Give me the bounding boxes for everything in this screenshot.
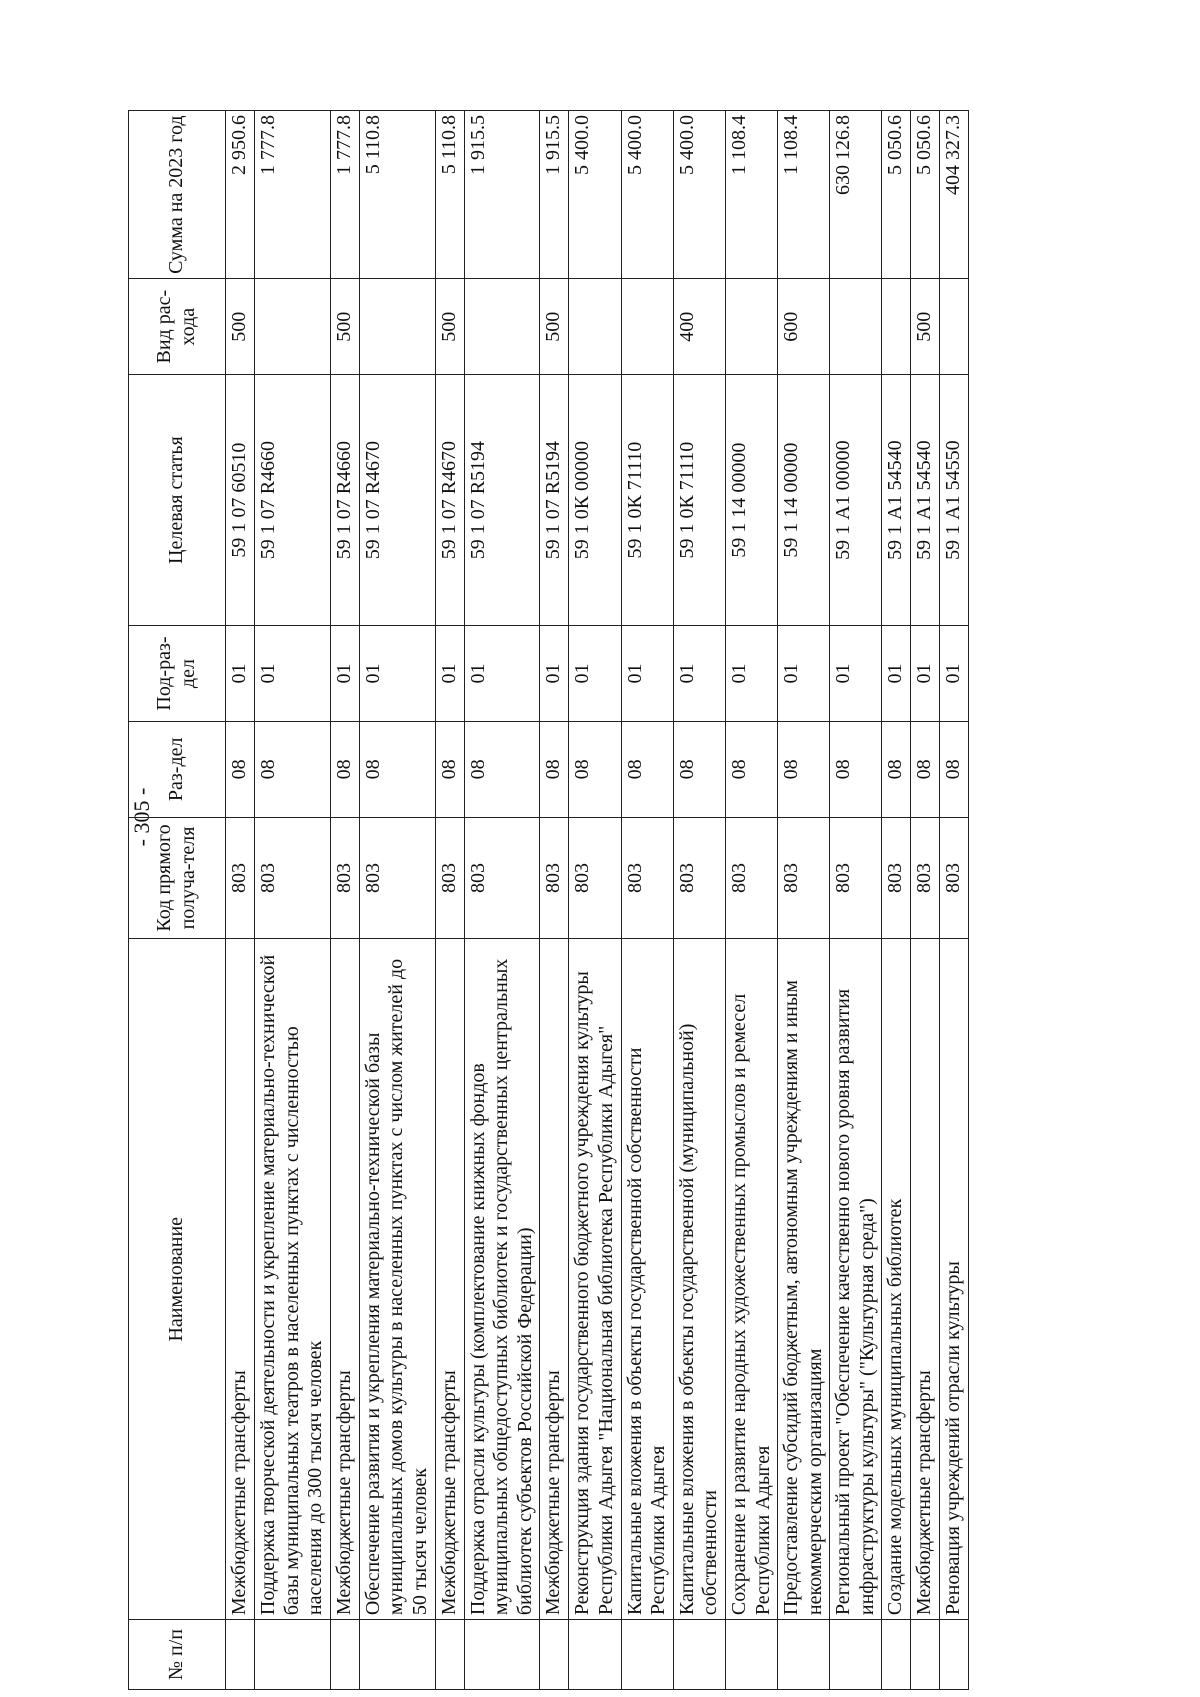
cell-amount: 1 108.4: [725, 111, 777, 279]
cell-target: 59 1 14 00000: [778, 375, 830, 626]
cell-target: 59 1 А1 54540: [911, 375, 940, 626]
cell-amount: 404 327.3: [940, 111, 969, 279]
table-row: [464, 111, 540, 1690]
cell-subsection: 01: [464, 626, 540, 722]
cell-target: 59 1 А1 54550: [940, 375, 969, 626]
cell-amount: 5 400.0: [569, 111, 621, 279]
cell-expense-type: 500: [911, 279, 940, 375]
cell-expense-type: [940, 279, 969, 375]
table-row: [673, 111, 725, 1690]
cell-section: 08: [778, 721, 830, 817]
cell-recipient: 803: [673, 817, 725, 939]
cell-recipient: 803: [621, 817, 673, 939]
cell-section: 08: [673, 721, 725, 817]
cell-subsection: 01: [940, 626, 969, 722]
cell-section: 08: [435, 721, 464, 817]
cell-section: 08: [830, 721, 882, 817]
cell-name: Предоставление субсидий бюджетным, автономным учреждениям и иным некоммерческим организациям: [778, 939, 830, 1620]
cell-name: Региональный проект "Обеспечение качественно нового уровня развития инфраструктуры культуры" ("Культурная среда"): [830, 939, 882, 1620]
table-row: [255, 111, 331, 1690]
table-row: [540, 111, 569, 1690]
cell-target: 59 1 07 R4670: [359, 375, 435, 626]
cell-recipient: 803: [830, 817, 882, 939]
cell-subsection: 01: [911, 626, 940, 722]
cell-recipient: 803: [569, 817, 621, 939]
cell-subsection: 01: [725, 626, 777, 722]
cell-amount: 1 915.5: [540, 111, 569, 279]
cell-num: [435, 1620, 464, 1690]
cell-section: 08: [226, 721, 255, 817]
cell-num: [464, 1620, 540, 1690]
cell-recipient: 803: [464, 817, 540, 939]
cell-name: Межбюджетные трансферты: [226, 939, 255, 1620]
cell-name: Реновация учреждений отрасли культуры: [940, 939, 969, 1620]
cell-recipient: 803: [255, 817, 331, 939]
cell-subsection: 01: [882, 626, 911, 722]
cell-num: [911, 1620, 940, 1690]
cell-target: 59 1 07 R5194: [464, 375, 540, 626]
cell-target: 59 1 А1 54540: [882, 375, 911, 626]
cell-amount: 1 777.8: [255, 111, 331, 279]
cell-expense-type: [621, 279, 673, 375]
cell-section: 08: [540, 721, 569, 817]
cell-target: 59 1 07 R4660: [255, 375, 331, 626]
header-amount: Сумма на 2023 год: [129, 111, 226, 279]
cell-name: Сохранение и развитие народных художественных промыслов и ремесел Республики Адыгея: [725, 939, 777, 1620]
cell-expense-type: 500: [226, 279, 255, 375]
cell-target: 59 1 А1 00000: [830, 375, 882, 626]
table-row: [940, 111, 969, 1690]
cell-section: 08: [621, 721, 673, 817]
header-num: № п/п: [129, 1620, 226, 1690]
table-row: [359, 111, 435, 1690]
cell-target: 59 1 14 00000: [725, 375, 777, 626]
cell-num: [621, 1620, 673, 1690]
cell-subsection: 01: [830, 626, 882, 722]
cell-amount: 5 400.0: [621, 111, 673, 279]
page-number: - 305 -: [129, 787, 154, 847]
cell-name: Капитальные вложения в объекты государственной собственности Республики Адыгея: [621, 939, 673, 1620]
table-row: [226, 111, 255, 1690]
cell-subsection: 01: [226, 626, 255, 722]
table-row: [778, 111, 830, 1690]
cell-subsection: 01: [330, 626, 359, 722]
cell-name: Межбюджетные трансферты: [330, 939, 359, 1620]
cell-target: 59 1 07 R4670: [435, 375, 464, 626]
table-row: [330, 111, 359, 1690]
header-recipient: Код прямого получа-теля: [129, 817, 226, 939]
cell-num: [226, 1620, 255, 1690]
cell-subsection: 01: [673, 626, 725, 722]
cell-num: [940, 1620, 969, 1690]
cell-amount: 1 108.4: [778, 111, 830, 279]
cell-recipient: 803: [778, 817, 830, 939]
cell-target: 59 1 0К 71110: [673, 375, 725, 626]
cell-amount: 5 050.6: [882, 111, 911, 279]
table-row: [882, 111, 911, 1690]
cell-recipient: 803: [226, 817, 255, 939]
table-header-row: [129, 111, 226, 1690]
table-row: [435, 111, 464, 1690]
cell-expense-type: 600: [778, 279, 830, 375]
cell-num: [569, 1620, 621, 1690]
cell-expense-type: [255, 279, 331, 375]
cell-num: [673, 1620, 725, 1690]
cell-amount: 5 400.0: [673, 111, 725, 279]
cell-name: Поддержка творческой деятельности и укрепление материально-технической базы муниципальных театров в населенных пунктах с численностью населения до 300 тысяч человек: [255, 939, 331, 1620]
header-target: Целевая статья: [129, 375, 226, 626]
cell-subsection: 01: [359, 626, 435, 722]
cell-amount: 1 915.5: [464, 111, 540, 279]
cell-subsection: 01: [778, 626, 830, 722]
cell-expense-type: [882, 279, 911, 375]
cell-section: 08: [464, 721, 540, 817]
cell-num: [255, 1620, 331, 1690]
header-subsection: Под-раз-дел: [129, 626, 226, 722]
cell-name: Межбюджетные трансферты: [435, 939, 464, 1620]
cell-recipient: 803: [911, 817, 940, 939]
cell-num: [778, 1620, 830, 1690]
cell-name: Межбюджетные трансферты: [540, 939, 569, 1620]
document-page: [128, 110, 1200, 1690]
cell-amount: 5 110.8: [359, 111, 435, 279]
table-row: [725, 111, 777, 1690]
cell-section: 08: [359, 721, 435, 817]
cell-amount: 5 050.6: [911, 111, 940, 279]
cell-subsection: 01: [435, 626, 464, 722]
cell-amount: 630 126.8: [830, 111, 882, 279]
cell-target: 59 1 07 R4660: [330, 375, 359, 626]
cell-subsection: 01: [621, 626, 673, 722]
cell-expense-type: 500: [330, 279, 359, 375]
cell-num: [725, 1620, 777, 1690]
cell-amount: 5 110.8: [435, 111, 464, 279]
cell-target: 59 1 0К 00000: [569, 375, 621, 626]
cell-target: 59 1 0К 71110: [621, 375, 673, 626]
cell-expense-type: [359, 279, 435, 375]
table-body: [226, 111, 969, 1690]
cell-expense-type: [725, 279, 777, 375]
cell-target: 59 1 07 R5194: [540, 375, 569, 626]
cell-name: Обеспечение развития и укрепления материально-технической базы муниципальных домов культуры в населенных пунктах с числом жителей до 50 тысяч человек: [359, 939, 435, 1620]
rotated-table-container: [128, 110, 1200, 1690]
table-row: [911, 111, 940, 1690]
budget-table: [128, 110, 969, 1690]
cell-num: [330, 1620, 359, 1690]
cell-section: 08: [911, 721, 940, 817]
cell-name: Межбюджетные трансферты: [911, 939, 940, 1620]
cell-recipient: 803: [940, 817, 969, 939]
cell-recipient: 803: [359, 817, 435, 939]
cell-section: 08: [940, 721, 969, 817]
cell-expense-type: 400: [673, 279, 725, 375]
cell-subsection: 01: [255, 626, 331, 722]
cell-recipient: 803: [882, 817, 911, 939]
cell-expense-type: [830, 279, 882, 375]
cell-section: 08: [255, 721, 331, 817]
table-row: [621, 111, 673, 1690]
cell-recipient: 803: [725, 817, 777, 939]
cell-amount: 2 950.6: [226, 111, 255, 279]
cell-name: Капитальные вложения в объекты государственной (муниципальной) собственности: [673, 939, 725, 1620]
cell-expense-type: 500: [540, 279, 569, 375]
header-expense-type: Вид рас-хода: [129, 279, 226, 375]
cell-recipient: 803: [330, 817, 359, 939]
cell-target: 59 1 07 60510: [226, 375, 255, 626]
cell-expense-type: [569, 279, 621, 375]
cell-num: [359, 1620, 435, 1690]
cell-name: Реконструкция здания государственного бюджетного учреждения культуры Республики Адыгея "Национальная библиотека Республики Адыгея": [569, 939, 621, 1620]
cell-section: 08: [882, 721, 911, 817]
cell-recipient: 803: [540, 817, 569, 939]
cell-section: 08: [725, 721, 777, 817]
cell-name: Поддержка отрасли культуры (комплектование книжных фондов муниципальных общедоступных библиотек и государственных центральных библиотек субъектов Российской Федерации): [464, 939, 540, 1620]
cell-expense-type: [464, 279, 540, 375]
cell-subsection: 01: [540, 626, 569, 722]
cell-section: 08: [569, 721, 621, 817]
cell-section: 08: [330, 721, 359, 817]
cell-num: [882, 1620, 911, 1690]
cell-recipient: 803: [435, 817, 464, 939]
cell-num: [830, 1620, 882, 1690]
cell-num: [540, 1620, 569, 1690]
table-row: [830, 111, 882, 1690]
cell-name: Создание модельных муниципальных библиотек: [882, 939, 911, 1620]
cell-subsection: 01: [569, 626, 621, 722]
cell-expense-type: 500: [435, 279, 464, 375]
table-row: [569, 111, 621, 1690]
header-name: Наименование: [129, 939, 226, 1620]
cell-amount: 1 777.8: [330, 111, 359, 279]
header-section: Раз-дел: [129, 721, 226, 817]
